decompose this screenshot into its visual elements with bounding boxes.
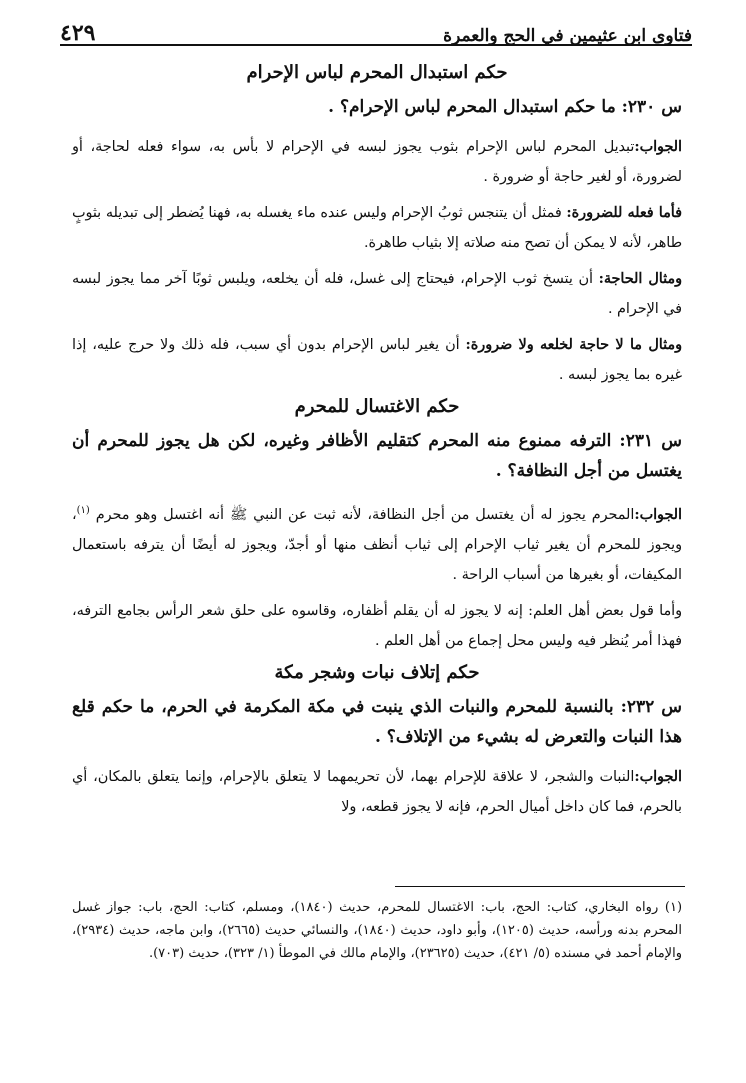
paragraph-lead: ومثال الحاجة: xyxy=(598,271,682,287)
footnote-rule xyxy=(395,886,685,887)
question-231: س ٢٣١: الترفه ممنوع منه المحرم كتقليم الأظافر وغيره، لكن هل يجوز للمحرم أن يغتسل من أجل النظافة؟ . xyxy=(72,431,683,481)
paragraph xyxy=(72,264,682,324)
page-body xyxy=(72,62,682,828)
section-232 xyxy=(72,662,682,822)
answer-231 xyxy=(72,496,682,590)
paragraph xyxy=(72,330,682,390)
running-title: فتاوى ابن عثيمين في الحج والعمرة xyxy=(443,26,692,46)
paragraph-text: أن يغير لباس الإحرام بدون أي سبب، فله ذلك ولا حرج عليه، إذا غيره بما يجوز لبسه . xyxy=(72,337,682,383)
answer-lead: الجواب: xyxy=(634,768,682,785)
paragraph-lead: فأما فعله للضرورة: xyxy=(566,205,682,221)
answer-230 xyxy=(72,132,682,192)
section-title: حكم استبدال المحرم لباس الإحرام xyxy=(246,62,508,83)
footnote-1: (١) رواه البخاري، كتاب: الحج، باب: الاغتسال للمحرم، حديث (١٨٤٠)، ومسلم، كتاب: الحج، باب: جواز غسل المحرم بدنه ورأسه، حديث (١٢٠٥)، وأبو داود، حديث (١٨٤٠)، والنسائي حديث (٢٦٦٥)، وابن ماجه، حديث (٢٩٣٤)، والإمام أحمد في مسنده (٥/ ٤٢١)، حديث (٢٣٦٢٥)، والإمام مالك في الموطأ (١/ ٣٢٣)، حديث (٧٠٣). xyxy=(72,900,683,961)
section-title: حكم الاغتسال للمحرم xyxy=(294,396,460,417)
answer-text-continued: ، ويجوز للمحرم أن يغير ثياب الإحرام إلى ثياب أنظف منها أو أجدّ، ويجوز له أيضًا أن يترفه باستعمال المكيفات، أو بغيرها من أسباب الراحة . xyxy=(72,506,682,583)
page-number: ٤٢٩ xyxy=(60,20,96,46)
question-232: س ٢٣٢: بالنسبة للمحرم والنبات الذي ينبت في مكة المكرمة في الحرم، ما حكم قلع هذا النبات والتعرض له بشيء من الإتلاف؟ . xyxy=(72,696,682,747)
footnote-reference[interactable]: (١) xyxy=(76,505,90,516)
paragraph-text: فمثل أن يتنجس ثوبُ الإحرام وليس عنده ماء يغسله به، فهنا يُضطر إلى تبديله بثوبٍ طاهر، لأنه لا يمكن أن تصح منه صلاته إلا بثياب طاهرة. xyxy=(72,205,682,251)
answer-text: المحرم يجوز له أن يغتسل من أجل النظافة، لأنه ثبت عن النبي ﷺ أنه اغتسل وهو محرم xyxy=(95,506,635,523)
answer-lead: الجواب: xyxy=(634,139,682,155)
paragraph xyxy=(72,596,682,656)
section-230 xyxy=(72,62,682,390)
page-header xyxy=(60,18,692,46)
paragraph-text: أن يتسخ ثوب الإحرام، فيحتاج إلى غسل، فله أن يخلعه، ويلبس ثوبًا آخر مما يجوز لبسه في الإحرام . xyxy=(72,271,682,317)
section-title: حكم إتلاف نبات وشجر مكة xyxy=(274,661,480,683)
answer-text: النبات والشجر، لا علاقة للإحرام بهما، لأن تحريمهما لا يتعلق بالإحرام، وإنما يتعلق بالمكان، أي بالحرم، فما كان داخل أميال الحرم، فإنه لا يجوز قطعه، ولا xyxy=(72,768,682,815)
paragraph-text: وأما قول بعض أهل العلم: إنه لا يجوز له أن يقلم أظفاره، وقاسوه على حلق شعر الرأس بجامع الترفه، فهذا أمر يُنظر فيه وليس محل إجماع من أهل العلم . xyxy=(72,602,682,649)
paragraph-lead: ومثال ما لا حاجة لخلعه ولا ضرورة: xyxy=(465,337,682,353)
answer-lead: الجواب: xyxy=(634,506,682,523)
answer-232 xyxy=(72,762,682,822)
answer-text: تبديل المحرم لباس الإحرام بثوب يجوز لبسه في الإحرام لا بأس به، سواء فعله لحاجة، أو لضرورة، أو لغير حاجة أو ضرورة . xyxy=(72,139,682,185)
section-231 xyxy=(72,396,682,656)
question-230: س ٢٣٠: ما حكم استبدال المحرم لباس الإحرام؟ . xyxy=(328,97,682,117)
header-rule xyxy=(60,44,692,46)
paragraph xyxy=(72,198,682,258)
